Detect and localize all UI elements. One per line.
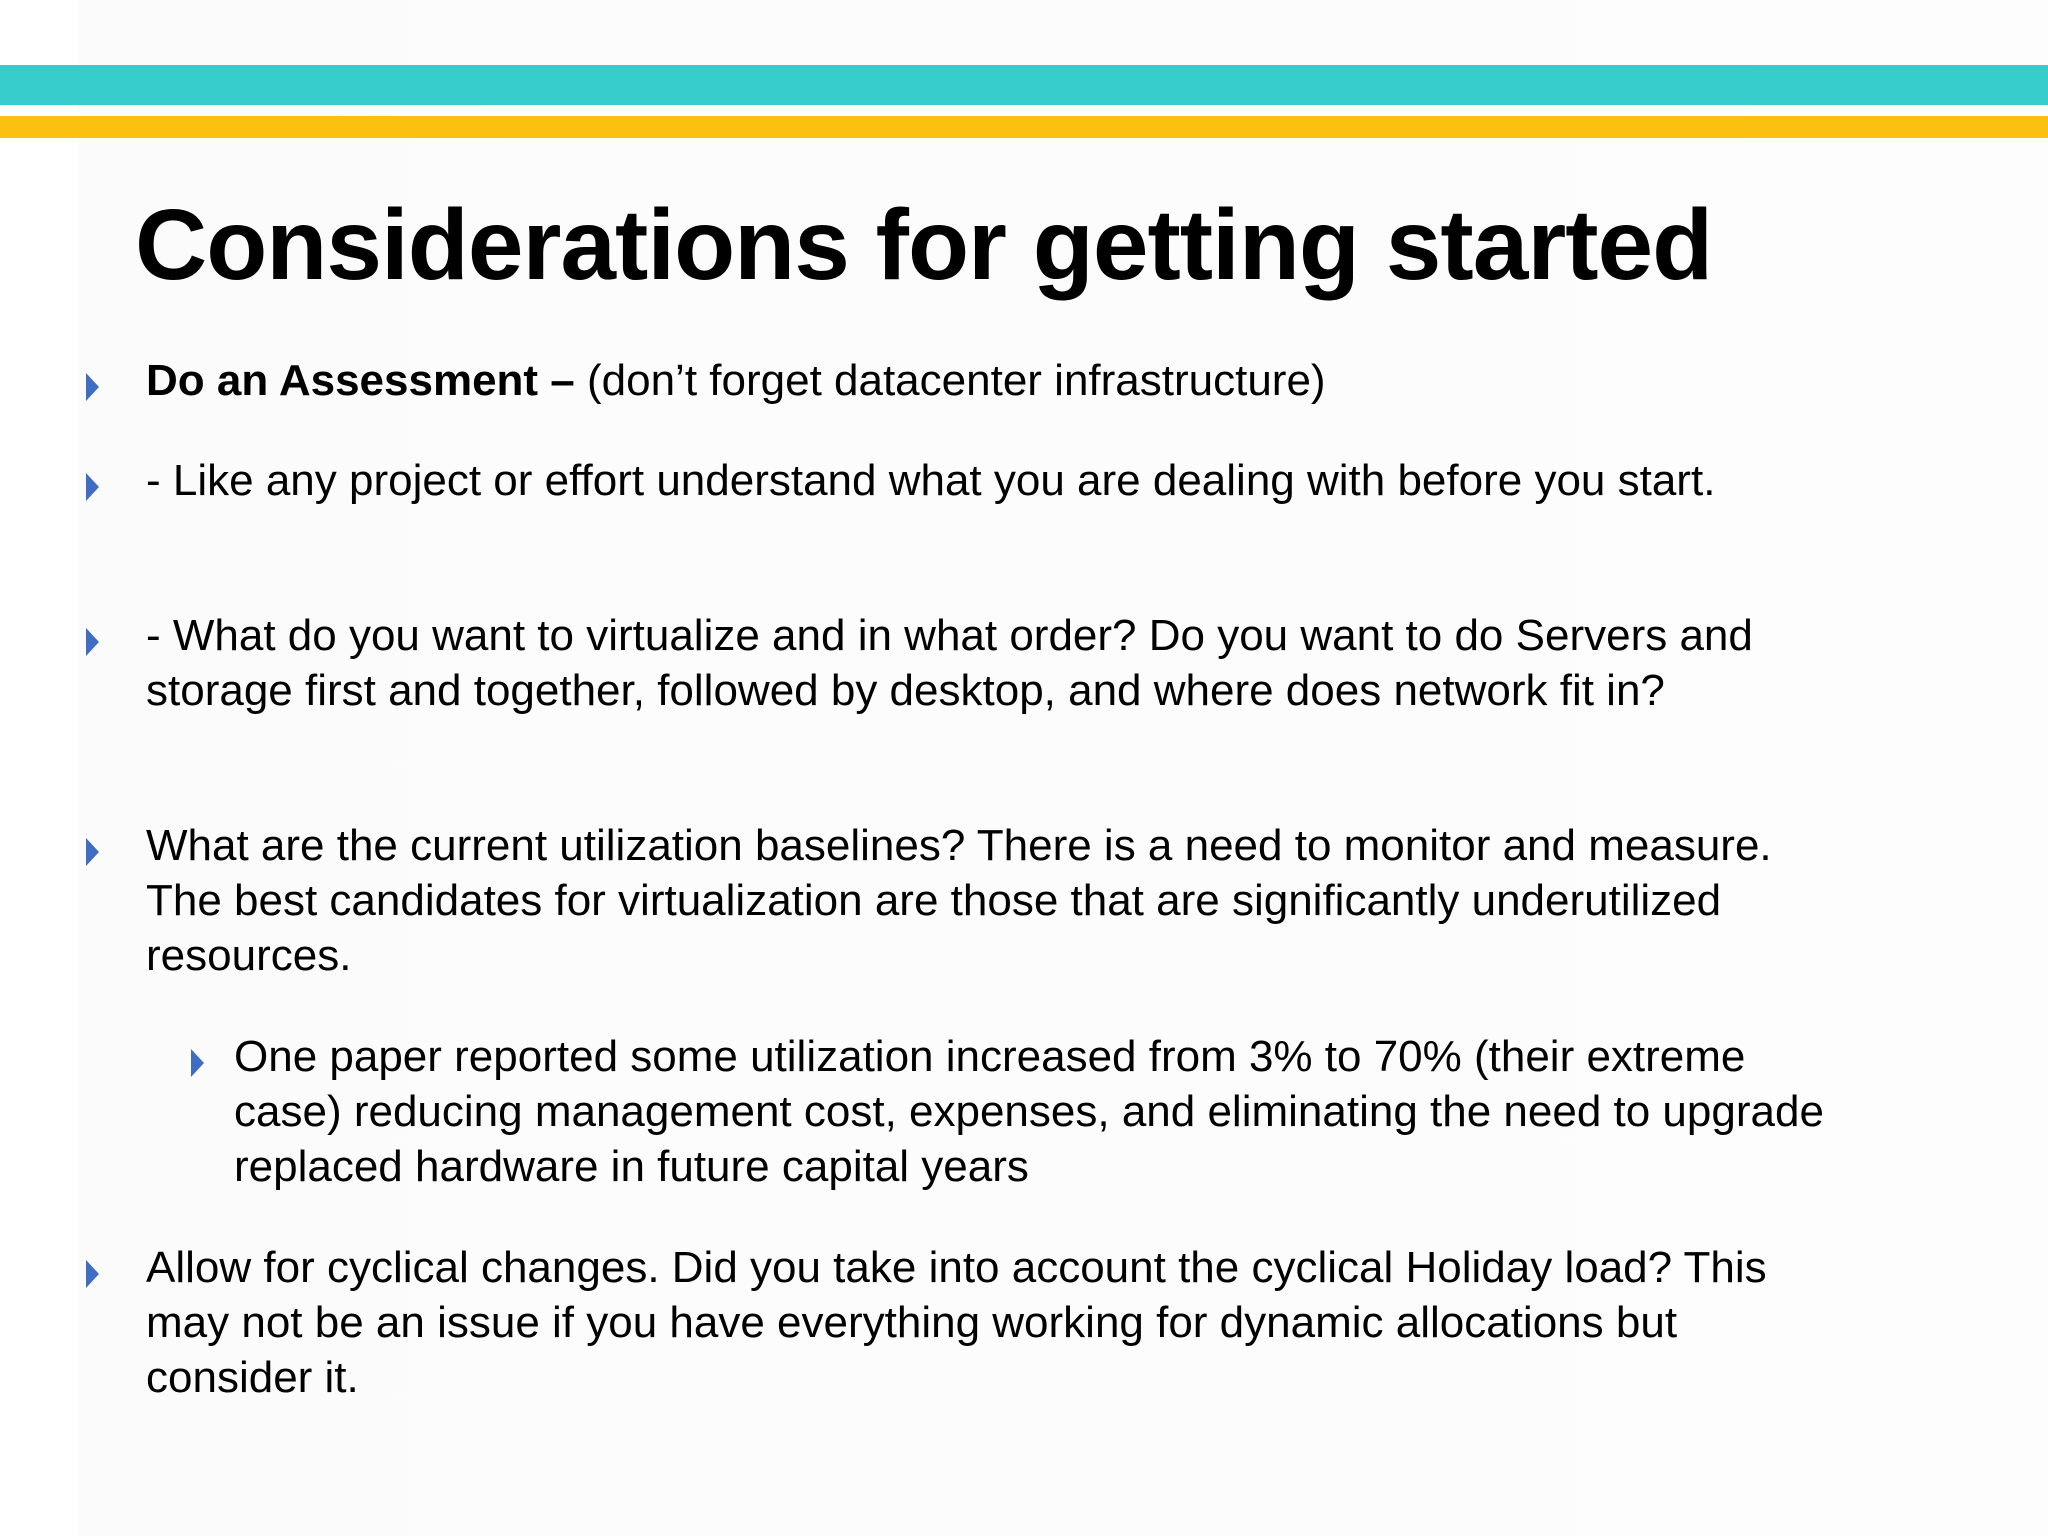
bullet-item <box>146 353 1836 408</box>
bullet-text: - Like any project or effort understand what you are dealing with before you start. <box>146 456 1716 505</box>
bullet-arrow-icon <box>86 373 99 401</box>
bullet-text: Allow for cyclical changes. Did you take into account the cyclical Holiday load? This may not be an issue if you have everything working for dynamic allocations but consider it. <box>146 1243 1767 1402</box>
bullet-arrow-icon <box>191 1049 204 1077</box>
bullet-bold-text: Do an Assessment – <box>146 356 575 405</box>
bullet-arrow-icon <box>86 628 99 656</box>
bullet-text: - What do you want to virtualize and in what order? Do you want to do Servers and storage first and together, followed by desktop, and where does network fit in? <box>146 611 1753 715</box>
bullet-item <box>146 608 1836 718</box>
bullet-text: (don’t forget datacenter infrastructure) <box>574 356 1326 405</box>
bullet-item <box>146 453 1836 508</box>
bullet-item <box>146 818 1836 983</box>
sub-bullet-item <box>234 1029 1834 1194</box>
bullet-text: What are the current utilization baselines? There is a need to monitor and measure. The best candidates for virtualization are those that are significantly underutilized resources. <box>146 821 1772 980</box>
bullet-item <box>146 1240 1836 1405</box>
bullet-arrow-icon <box>86 838 99 866</box>
bullet-arrow-icon <box>86 1260 99 1288</box>
slide-title: Considerations for getting started <box>135 189 1713 301</box>
bullet-arrow-icon <box>86 473 99 501</box>
bullet-text: One paper reported some utilization increased from 3% to 70% (their extreme case) reducing management cost, expenses, and eliminating the need to upgrade replaced hardware in future capital years <box>234 1032 1824 1191</box>
